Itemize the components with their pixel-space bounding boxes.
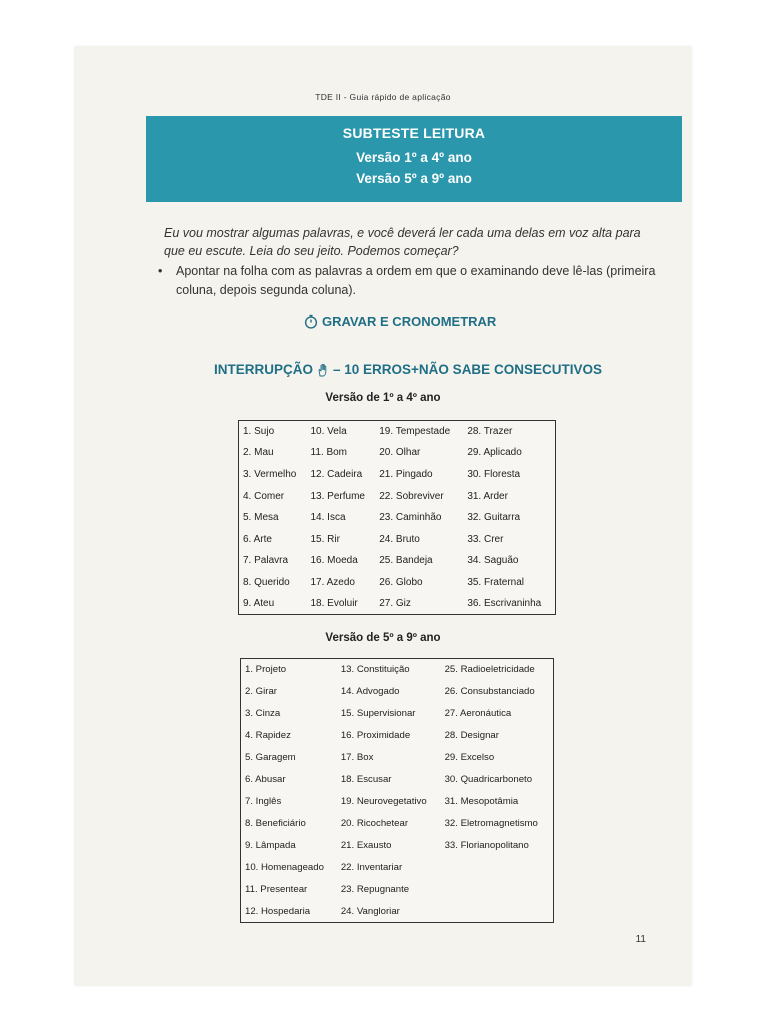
word-cell: 27. Giz [379,598,411,610]
table-row [241,857,554,879]
word-cell: 33. Crer [467,533,504,545]
table-row [239,507,556,529]
word-cell: 22. Sobreviver [379,490,444,502]
table-row [239,593,556,615]
running-head: TDE II - Guia rápido de aplicação [315,92,451,102]
record-heading [304,314,496,329]
instruction-intro: Eu vou mostrar algumas palavras, e você deverá ler cada uma delas em voz alta para que eu escute. Leia do seu jeito. Podemos começar? [164,226,641,258]
banner-title: SUBTESTE LEITURA [342,125,486,141]
table-row [239,421,556,443]
record-label: GRAVAR E CRONOMETRAR [322,314,497,329]
table-row [241,725,554,747]
word-cell: 9. Lâmpada [245,840,296,851]
word-cell: 6. Abusar [245,774,286,785]
table-row [241,769,554,791]
word-cell: 18. Evoluir [310,598,358,610]
word-cell: 15. Rir [310,533,340,545]
word-cell: 11. Bom [310,447,347,459]
word-cell: 7. Inglês [245,796,282,807]
word-cell: 16. Proximidade [340,730,411,741]
word-cell: 18. Escusar [340,774,392,785]
word-cell: 31. Mesopotâmia [444,796,519,807]
word-cell: 32. Eletromagnetismo [444,818,538,829]
word-cell: 20. Ricochetear [340,818,409,829]
instruction-bullet [156,262,668,300]
version1-label: Versão de 1º a 4º ano [325,392,441,404]
page-number: 11 [635,934,646,945]
word-cell: 16. Moeda [310,555,358,567]
word-table-5-9 [240,658,554,923]
table-row [239,485,556,507]
table-row [241,791,554,813]
word-cell: 25. Radioeletricidade [444,664,535,676]
table-row [241,681,554,703]
banner-version-2: Versão 5º a 9º ano [356,171,472,186]
word-cell: 17. Azedo [310,576,355,588]
word-cell: 27. Aeronáutica [444,708,512,719]
table-row [241,879,554,901]
word-cell: 34. Saguão [467,555,519,567]
word-cell: 13. Perfume [310,490,365,502]
interruption-suffix: – 10 ERROS+NÃO SABE CONSECUTIVOS [333,362,602,377]
bullet-dot-icon: • [158,264,163,278]
table-row [239,442,556,464]
word-cell [441,901,554,923]
table-row [241,901,554,923]
word-cell: 21. Pingado [379,468,433,480]
word-cell: 1. Projeto [245,664,287,676]
word-cell: 15. Supervisionar [340,708,416,719]
word-cell: 4. Comer [243,490,285,502]
word-cell: 3. Cinza [245,708,281,719]
word-cell: 19. Tempestade [379,426,451,438]
word-cell: 32. Guitarra [467,512,521,524]
word-cell: 8. Beneficiário [245,818,306,829]
word-cell: 10. Homenageado [245,862,324,873]
table-row [241,813,554,835]
word-cell: 6. Arte [243,533,272,545]
table-row [239,550,556,572]
word-cell: 25. Bandeja [379,555,433,567]
word-cell: 30. Quadricarboneto [444,774,533,785]
word-cell: 9. Ateu [243,598,275,610]
word-cell: 30. Floresta [467,468,521,480]
document-page [74,46,692,986]
subtest-banner [146,116,682,202]
word-cell: 24. Vangloriar [340,905,400,917]
word-cell: 33. Florianopolitano [444,840,529,851]
word-cell: 11. Presentear [245,884,308,895]
word-cell: 26. Globo [379,576,423,588]
table-row [239,572,556,594]
word-cell: 13. Constituição [340,664,410,676]
interruption-heading [214,362,602,377]
word-cell: 5. Mesa [243,512,279,524]
word-cell: 12. Cadeira [310,468,363,480]
word-cell: 24. Bruto [379,533,420,545]
word-cell: 29. Excelso [444,752,495,763]
word-cell [441,857,554,879]
table-row [239,528,556,550]
word-cell: 29. Aplicado [467,447,522,459]
word-cell: 23. Caminhão [379,512,442,524]
table-row [239,464,556,486]
word-cell: 26. Consubstanciado [444,686,535,697]
word-cell: 4. Rapidez [245,730,291,741]
word-cell: 23. Repugnante [340,884,410,895]
word-cell: 14. Advogado [340,686,400,697]
word-cell: 7. Palavra [243,555,289,567]
table-row [241,747,554,769]
stopwatch-icon [304,314,318,329]
table-row [241,835,554,857]
interruption-prefix: INTERRUPÇÃO [214,362,314,377]
table-row [241,703,554,725]
word-cell: 3. Vermelho [243,468,297,480]
word-cell: 20. Olhar [379,447,421,459]
hand-icon [316,363,330,377]
banner-version-1: Versão 1º a 4º ano [356,150,472,165]
word-table-1-4 [238,420,556,615]
bullet-text: Apontar na folha com as palavras a ordem em que o examinando deve lê-las (primeira coluna, depois segunda coluna). [176,264,656,297]
table-row [241,659,554,681]
word-cell: 2. Girar [245,686,277,697]
word-cell: 17. Box [340,752,374,763]
word-cell [441,879,554,901]
word-cell: 2. Mau [243,447,274,459]
word-cell: 28. Designar [444,730,499,741]
word-cell: 36. Escrivaninha [467,598,542,610]
word-cell: 19. Neurovegetativo [340,796,427,807]
word-cell: 35. Fraternal [467,576,525,588]
word-cell: 8. Querido [243,576,290,588]
word-cell: 28. Trazer [467,426,513,438]
word-cell: 12. Hospedaria [245,905,311,917]
word-cell: 5. Garagem [245,752,296,763]
word-cell: 31. Arder [467,490,508,502]
version2-label: Versão de 5º a 9º ano [325,632,441,644]
word-cell: 1. Sujo [243,426,275,438]
word-cell: 22. Inventariar [340,862,403,873]
word-cell: 21. Exausto [340,840,392,851]
word-cell: 10. Vela [310,426,347,438]
word-cell: 14. Isca [310,512,346,524]
